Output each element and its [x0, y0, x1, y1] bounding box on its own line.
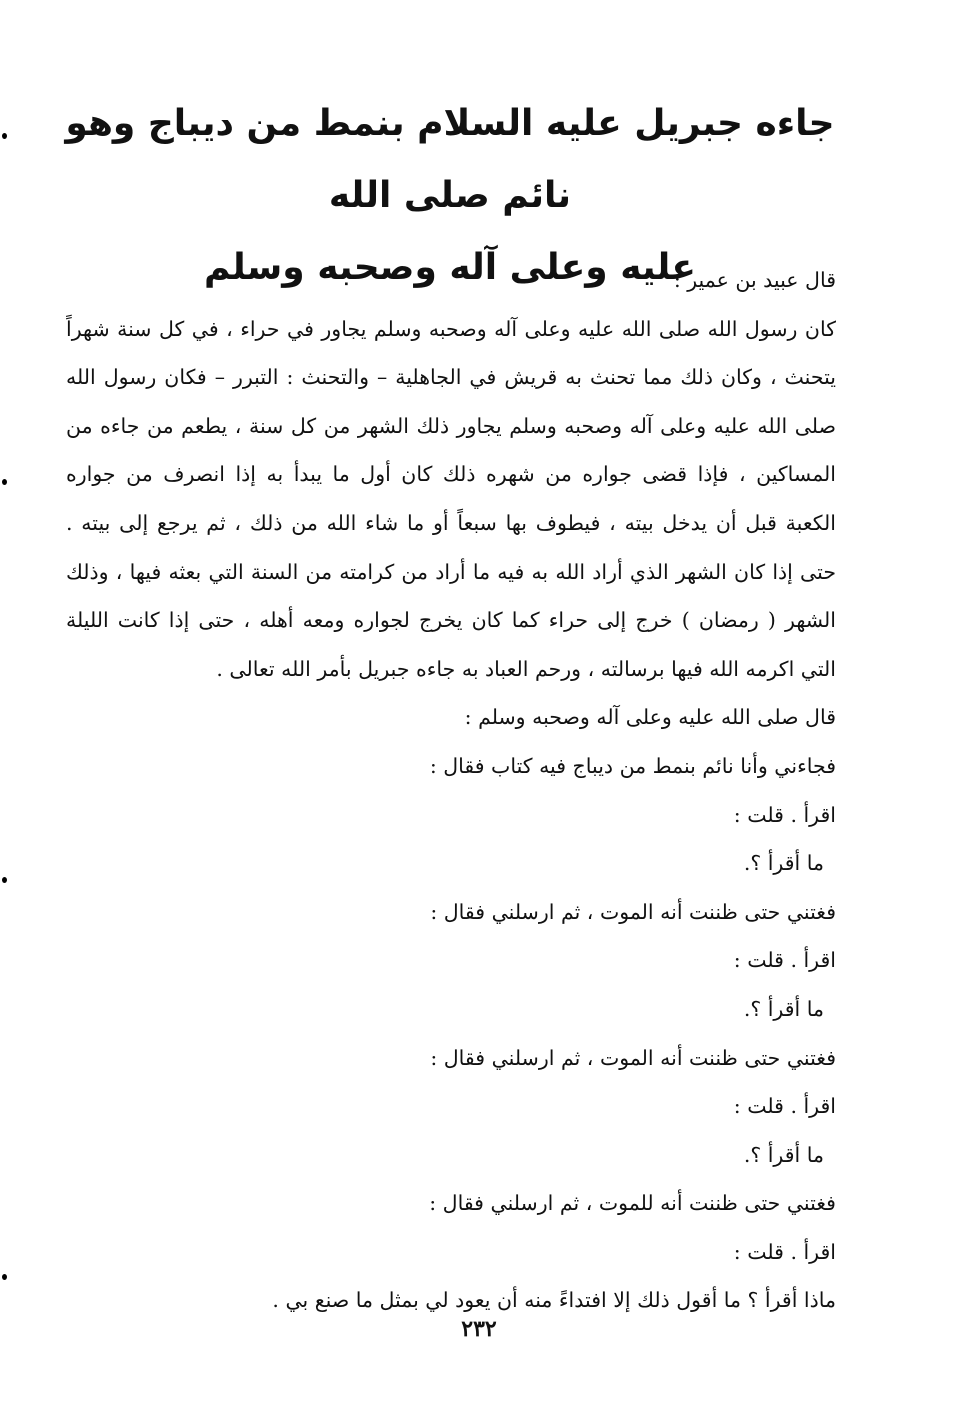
margin-mark — [2, 133, 7, 139]
text-line: قال صلى الله عليه وعلى آله وصحبه وسلم : — [464, 705, 836, 730]
text-line: فغتني حتى ظننت أنه الموت ، ثم ارسلني فقال : — [430, 899, 836, 924]
chapter-heading-line-2: عليه وعلى آله وصحبه وسلم — [203, 247, 697, 288]
text-line: يتحنث ، وكان ذلك مما تحنث به قريش في الجاهلية – والتحنث : التبرر – فكان رسول الله — [66, 365, 836, 390]
margin-mark — [2, 479, 7, 485]
body-text — [66, 256, 836, 1325]
text-line: ما أقرأ ؟. — [743, 996, 824, 1021]
text-line: اقرأ . قلت : — [733, 1239, 836, 1264]
text-line: قال عبيد بن عمير : — [673, 268, 836, 292]
text-line: ما أقرأ ؟. — [743, 1142, 824, 1167]
text-line: الشهر ( رمضان ) خرج إلى حراء كما كان يخرج لجواره ومعه أهله ، حتى إذا كانت الليلة — [66, 608, 836, 633]
margin-mark — [2, 877, 7, 883]
text-line: اقرأ . قلت : — [733, 1094, 836, 1119]
text-line: حتى إذا كان الشهر الذي أراد الله به فيه ما أراد من كرامته من السنة التي بعثه فيها ، وذلك — [66, 559, 836, 584]
text-line: الكعبة قبل أن يدخل بيته ، فيطوف بها سبعاً أو ما شاء الله من ذلك ، ثم يرجع إلى بيته . — [66, 510, 836, 535]
text-line: اقرأ . قلت : — [733, 948, 836, 973]
text-line: المساكين ، فإذا قضى جواره من شهره ذلك كان أول ما يبدأ به إذا انصرف من جواره — [66, 462, 836, 487]
text-line: فجاءني وأنا نائم بنمط من ديباج فيه كتاب فقال : — [429, 753, 836, 778]
text-line: اقرأ . قلت : — [733, 802, 836, 827]
text-line: ماذا أقرأ ؟ ما أقول ذلك إلا افتداءً منه أن يعود لي بمثل ما صنع بي . — [272, 1288, 836, 1313]
page-number: ٢٣٢ — [461, 1316, 497, 1342]
margin-mark — [2, 1274, 7, 1280]
text-line: التي اكرمه الله فيها برسالته ، ورحم العباد به جاءه جبريل بأمر الله تعالى . — [216, 656, 836, 681]
text-line: صلى الله عليه وعلى آله وصحبه وسلم يجاور ذلك الشهر من كل سنة ، يطعم من جاءه من — [66, 413, 836, 438]
text-line: ما أقرأ ؟. — [743, 851, 824, 876]
text-line: كان رسول الله صلى الله عليه وعلى آله وصحبه وسلم يجاور في حراء ، في كل سنة شهراً — [66, 316, 836, 341]
text-line: فغتني حتى ظننت أنه الموت ، ثم ارسلني فقال : — [430, 1045, 836, 1070]
text-line: فغتني حتى ظننت أنه للموت ، ثم ارسلني فقال : — [429, 1191, 836, 1216]
chapter-heading-line-1: جاءه جبريل عليه السلام بنمط من ديباج وهو نائم صلى الله — [65, 103, 835, 216]
